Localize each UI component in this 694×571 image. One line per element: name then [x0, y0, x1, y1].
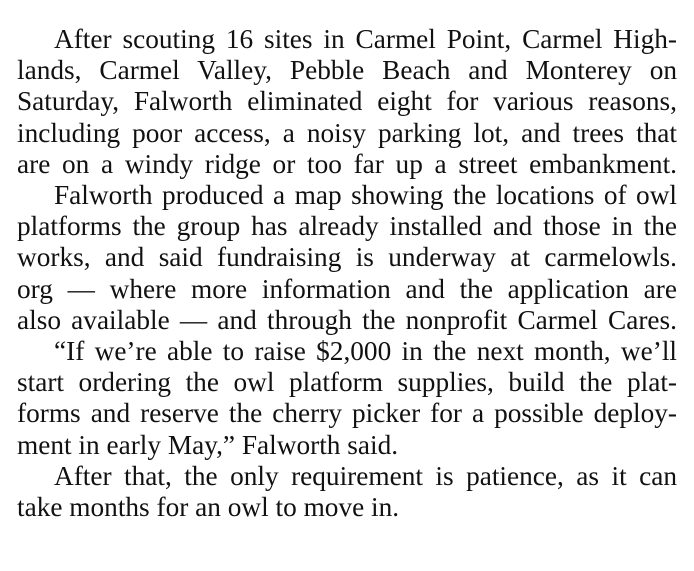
paragraph-map-fundraising [17, 180, 677, 336]
article-body [17, 24, 677, 523]
text-line: including poor access, a noisy parking lot, and trees that [17, 117, 677, 148]
paragraph-site-scouting [17, 24, 677, 180]
text-line: “If we’re able to raise $2,000 in the next month, we’ll [54, 336, 677, 367]
paragraph-falworth-quote [17, 336, 677, 461]
text-line: After scouting 16 sites in Carmel Point, Carmel High- [54, 24, 677, 54]
text-line: also available — and through the nonprofit Carmel Cares. [17, 304, 677, 335]
text-line: org — where more information and the application are [17, 273, 677, 304]
paragraph-patience [17, 461, 677, 523]
text-line: start ordering the owl platform supplies, build the plat- [17, 367, 677, 398]
text-line: After that, the only requirement is patience, as it can [54, 460, 677, 491]
text-line: platforms the group has already installed and those in the [17, 211, 677, 242]
text-line: forms and reserve the cherry picker for a possible deploy- [17, 398, 677, 429]
text-line: are on a windy ridge or too far up a street embankment. [17, 148, 677, 179]
text-line: take months for an owl to move in. [17, 492, 400, 523]
text-line: lands, Carmel Valley, Pebble Beach and Monterey on [17, 55, 677, 86]
text-line: ment in early May,” Falworth said. [17, 429, 399, 460]
text-line: Falworth produced a map showing the locations of owl [54, 180, 677, 211]
text-line: Saturday, Falworth eliminated eight for various reasons, [17, 86, 677, 117]
text-line: works, and said fundraising is underway at carmelowls. [17, 242, 677, 273]
